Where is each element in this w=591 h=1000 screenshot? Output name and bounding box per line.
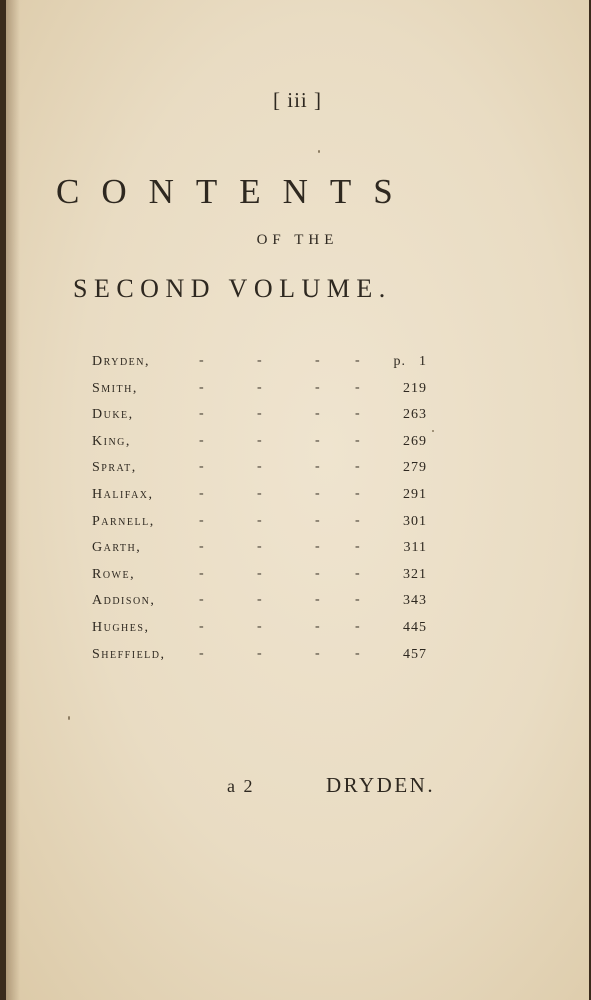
toc-leader-dash: -	[257, 353, 262, 368]
toc-leader-dash: -	[257, 406, 262, 422]
toc-page-number: 301	[403, 513, 427, 529]
toc-leader-dash: -	[257, 486, 262, 501]
toc-leader-dash: -	[257, 539, 262, 555]
toc-row	[6, 510, 589, 536]
toc-page-number: 343	[403, 593, 427, 609]
toc-page-number: 311	[403, 540, 427, 556]
paper-speck	[432, 430, 434, 432]
volume-heading: SECOND VOLUME.	[73, 274, 392, 303]
toc-leader-dash: -	[315, 353, 320, 368]
toc-leader-dash: -	[257, 432, 262, 448]
toc-leader-dash: -	[199, 432, 204, 448]
toc-page-number: 445	[403, 620, 427, 635]
toc-leader-dash: -	[199, 379, 204, 395]
toc-leader-dash: -	[315, 459, 320, 475]
toc-page-number: 1	[419, 354, 427, 369]
toc-leader-dash: -	[355, 406, 360, 422]
toc-leader-dash: -	[199, 406, 204, 422]
toc-leader-dash: -	[315, 379, 320, 395]
toc-row	[6, 403, 589, 429]
toc-author-name: King,	[92, 433, 131, 449]
toc-page-number: 291	[403, 487, 427, 502]
paper-speck	[68, 716, 70, 720]
toc-author-name: Smith,	[92, 380, 138, 396]
toc-leader-dash: -	[355, 645, 360, 661]
toc-leader-dash: -	[355, 432, 360, 448]
toc-leader-dash: -	[199, 486, 204, 501]
toc-page-number: 457	[403, 646, 427, 662]
toc-row	[6, 536, 589, 562]
of-the-subheading: OF THE	[256, 232, 339, 248]
toc-leader-dash: -	[355, 353, 360, 368]
toc-author-name: Sheffield,	[92, 646, 166, 662]
toc-leader-dash: -	[315, 592, 320, 608]
toc-leader-dash: -	[257, 379, 262, 395]
signature-mark: a 2	[227, 776, 255, 796]
toc-leader-dash: -	[355, 486, 360, 501]
toc-leader-dash: -	[315, 432, 320, 448]
toc-leader-dash: -	[257, 619, 262, 634]
toc-leader-dash: -	[199, 592, 204, 608]
toc-page-number: 321	[403, 566, 427, 582]
toc-author-name: Rowe,	[92, 566, 136, 582]
toc-leader-dash: -	[355, 379, 360, 395]
toc-leader-dash: -	[199, 512, 204, 528]
catchword: DRYDEN.	[326, 773, 436, 797]
toc-row	[6, 456, 589, 482]
toc-leader-dash: -	[199, 459, 204, 475]
toc-leader-dash: -	[257, 645, 262, 661]
toc-leader-dash: -	[355, 592, 360, 608]
toc-leader-dash: -	[257, 592, 262, 608]
toc-leader-dash: -	[199, 353, 204, 368]
toc-leader-dash: -	[315, 539, 320, 555]
toc-leader-dash: -	[315, 619, 320, 634]
toc-page-number: 279	[403, 460, 427, 476]
toc-page-abbrev: p.	[393, 354, 406, 369]
toc-leader-dash: -	[257, 512, 262, 528]
toc-leader-dash: -	[257, 565, 262, 581]
toc-leader-dash: -	[315, 645, 320, 661]
toc-leader-dash: -	[315, 565, 320, 581]
toc-page-number: 219	[403, 380, 427, 396]
page-folio: [ iii ]	[273, 88, 322, 112]
toc-leader-dash: -	[199, 645, 204, 661]
toc-leader-dash: -	[315, 512, 320, 528]
toc-author-name: Halifax,	[92, 487, 154, 502]
paper-speck	[318, 150, 320, 153]
toc-author-name: Dryden,	[92, 354, 151, 369]
contents-heading: CONTENTS	[56, 172, 415, 211]
toc-leader-dash: -	[315, 406, 320, 422]
toc-leader-dash: -	[355, 459, 360, 475]
toc-author-name: Hughes,	[92, 620, 150, 635]
toc-author-name: Duke,	[92, 407, 134, 423]
toc-row	[6, 643, 589, 669]
toc-row	[6, 350, 589, 376]
toc-row	[6, 616, 589, 642]
toc-author-name: Parnell,	[92, 513, 155, 529]
toc-leader-dash: -	[355, 565, 360, 581]
toc-author-name: Garth,	[92, 540, 142, 556]
toc-row	[6, 483, 589, 509]
toc-leader-dash: -	[199, 539, 204, 555]
toc-row	[6, 563, 589, 589]
toc-leader-dash: -	[355, 512, 360, 528]
toc-row	[6, 377, 589, 403]
toc-author-name: Sprat,	[92, 460, 137, 476]
book-page	[6, 0, 589, 1000]
toc-leader-dash: -	[257, 459, 262, 475]
toc-page-number: 263	[403, 407, 427, 423]
toc-leader-dash: -	[355, 539, 360, 555]
toc-leader-dash: -	[199, 565, 204, 581]
toc-leader-dash: -	[199, 619, 204, 634]
toc-author-name: Addison,	[92, 593, 156, 609]
toc-page-number: 269	[403, 433, 427, 449]
toc-leader-dash: -	[315, 486, 320, 501]
toc-row	[6, 589, 589, 615]
toc-row	[6, 430, 589, 456]
toc-leader-dash: -	[355, 619, 360, 634]
